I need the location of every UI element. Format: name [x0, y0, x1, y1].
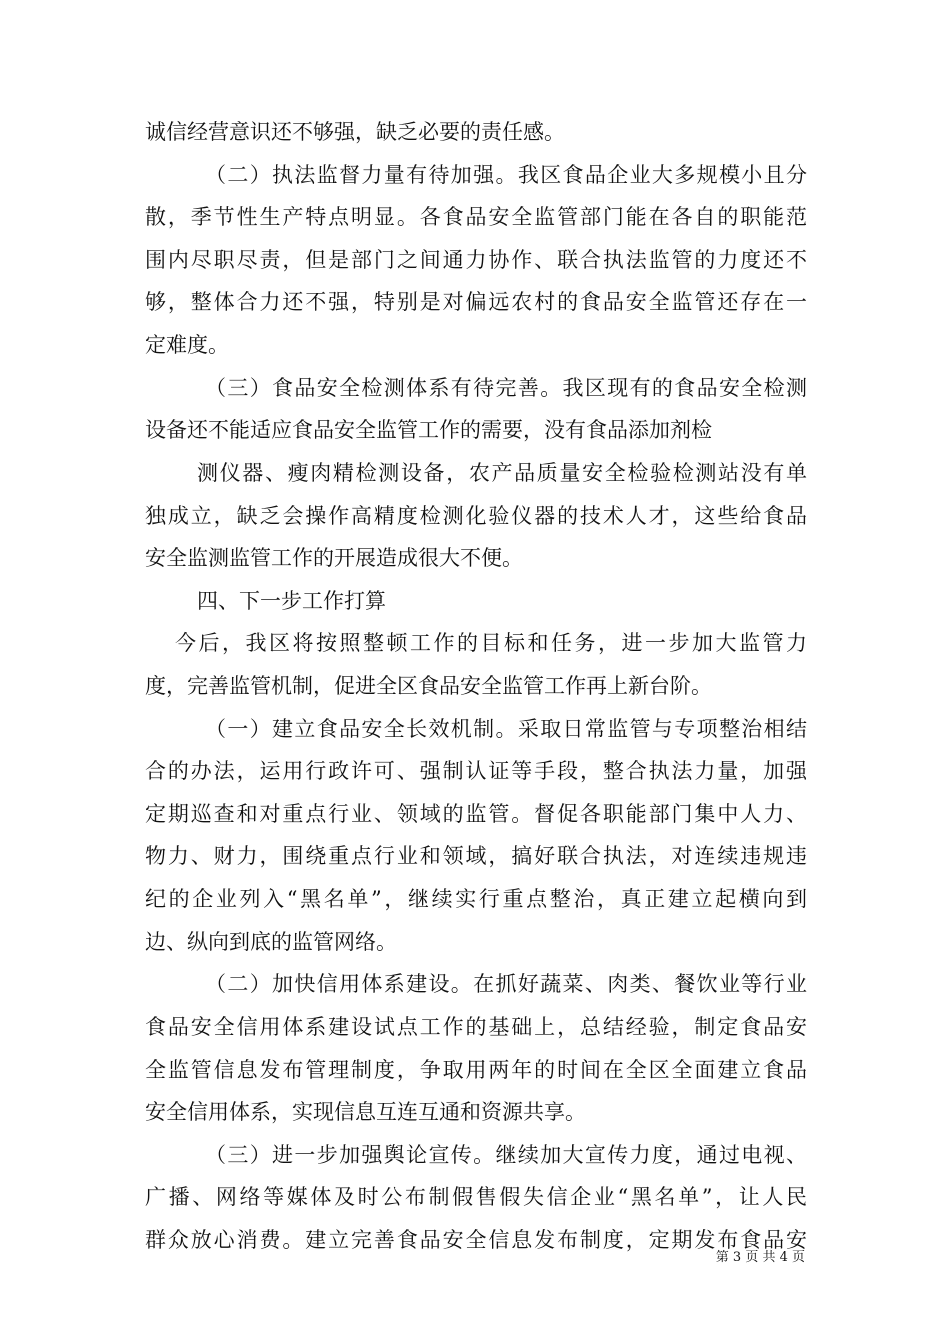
text-line: 今后，我区将按照整顿工作的目标和任务，进一步加大监管力	[175, 631, 807, 655]
text-line: （三）食品安全检测体系有待完善。我区现有的食品安全检测	[205, 376, 807, 400]
text-line: 散，季节性生产特点明显。各食品安全监管部门能在各自的职能范	[145, 205, 807, 229]
text-line: 广播、网络等媒体及时公布制假售假失信企业“黑名单”，让人民	[145, 1185, 807, 1209]
text-line: 诚信经营意识还不够强，缺乏必要的责任感。	[145, 120, 565, 144]
text-line: （二）加快信用体系建设。在抓好蔬菜、肉类、餐饮业等行业	[205, 972, 807, 996]
text-line: 边、纵向到底的监管网络。	[145, 930, 397, 954]
text-line: （三）进一步加强舆论宣传。继续加大宣传力度，通过电视、	[205, 1143, 807, 1167]
text-line: 合的办法，运用行政许可、强制认证等手段，整合执法力量，加强	[145, 759, 807, 783]
text-line: 够，整体合力还不强，特别是对偏远农村的食品安全监管还存在一	[145, 290, 807, 314]
page-number: 第 3 页 共 4 页	[715, 1250, 805, 1265]
text-line: 安全监测监管工作的开展造成很大不便。	[145, 546, 523, 570]
text-line: 围内尽职尽责，但是部门之间通力协作、联合执法监管的力度还不	[145, 248, 807, 272]
text-line: 全监管信息发布管理制度，争取用两年的时间在全区全面建立食品	[145, 1058, 807, 1082]
text-line: 定期巡查和对重点行业、领域的监管。督促各职能部门集中人力、	[145, 802, 807, 826]
text-line: 度，完善监管机制，促进全区食品安全监管工作再上新台阶。	[145, 674, 712, 698]
text-line: 群众放心消费。建立完善食品安全信息发布制度，定期发布食品安	[145, 1228, 807, 1252]
text-line: 设备还不能适应食品安全监管工作的需要，没有食品添加剂检	[145, 418, 712, 442]
text-line: （一）建立食品安全长效机制。采取日常监管与专项整治相结	[205, 717, 807, 741]
text-line: 定难度。	[145, 333, 229, 357]
text-line: 测仪器、瘦肉精检测设备，农产品质量安全检验检测站没有单	[197, 461, 807, 485]
text-line: 纪的企业列入“黑名单”，继续实行重点整治，真正建立起横向到	[145, 887, 807, 911]
text-line: （二）执法监督力量有待加强。我区食品企业大多规模小且分	[205, 163, 807, 187]
text-line: 安全信用体系，实现信息互连互通和资源共享。	[145, 1100, 586, 1124]
text-line: 食品安全信用体系建设试点工作的基础上，总结经验，制定食品安	[145, 1015, 807, 1039]
section-heading: 四、下一步工作打算	[197, 589, 386, 613]
text-line: 独成立，缺乏会操作高精度检测化验仪器的技术人才，这些给食品	[145, 504, 807, 528]
text-line: 物力、财力，围绕重点行业和领域，搞好联合执法，对连续违规违	[145, 844, 807, 868]
